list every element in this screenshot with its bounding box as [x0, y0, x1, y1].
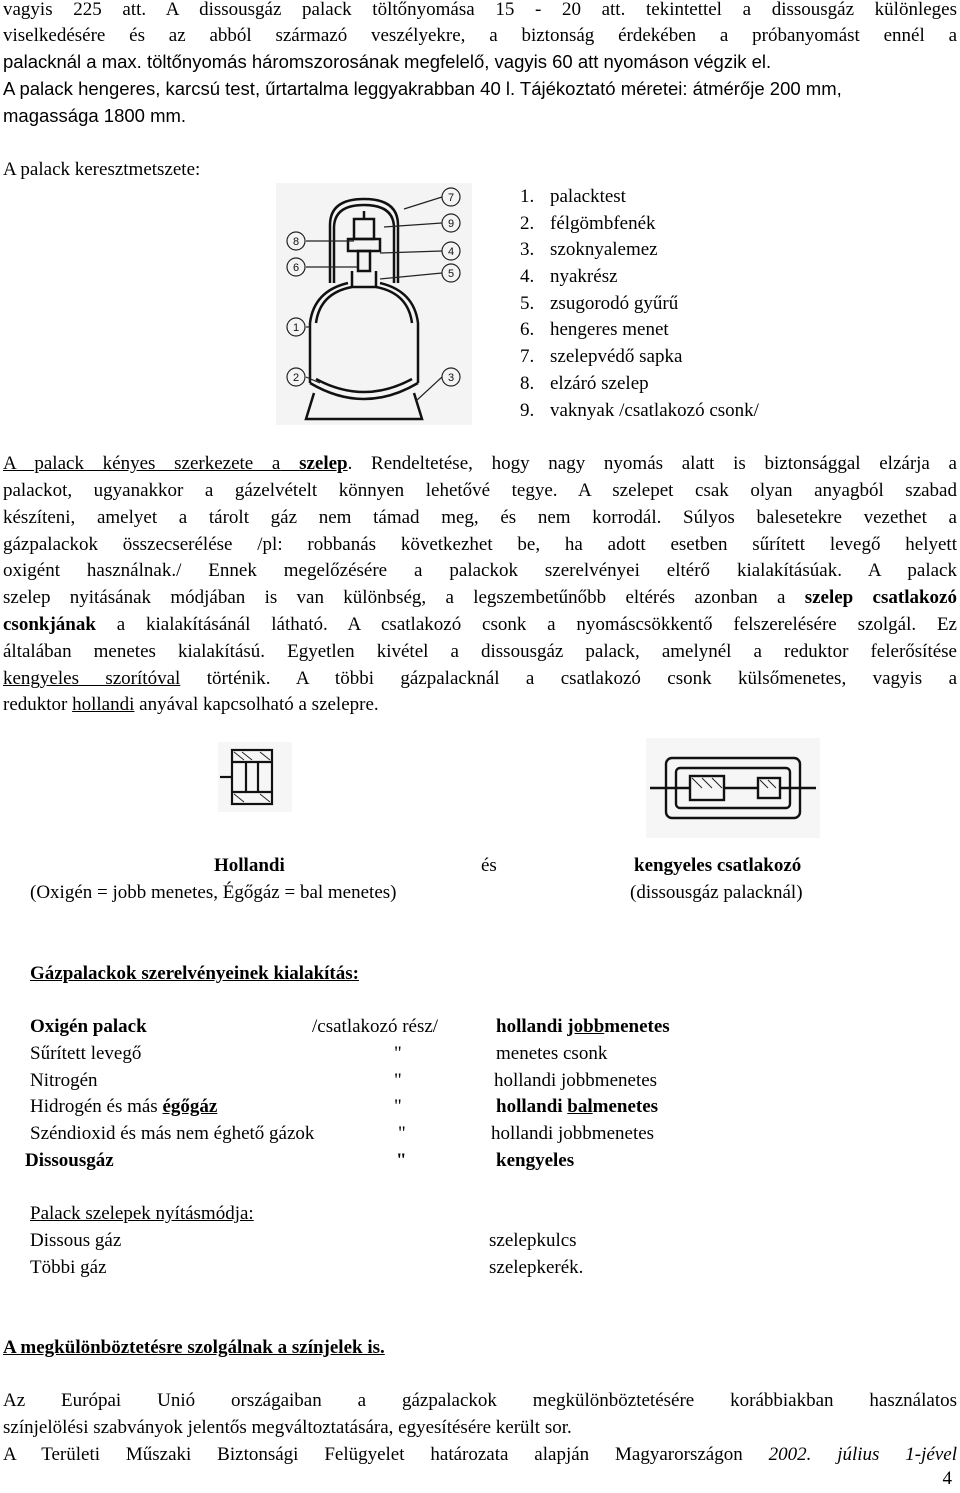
list-item: 2. félgömbfenék [520, 212, 656, 234]
opening-tool: szelepkulcs [489, 1230, 577, 1251]
diagram-label-5: 5 [447, 268, 455, 280]
fitting-gas: Dissousgáz [25, 1150, 114, 1171]
list-item: 6. hengeres menet [520, 319, 669, 341]
valve-paragraph-line-2: palackot, ugyanakkor a gázelvételt könnyen lehetővé tegye. A szelepet csak olyan anyagból szabad [3, 480, 957, 501]
eu-line-2: színjelölési szabványok jelentős megváltoztatására, egyesítésére került sor. [3, 1417, 572, 1438]
kengyeles-caption: kengyeles csatlakozó [634, 855, 802, 876]
valve-paragraph-line-7: csonkjának a kialakításánál látható. A csatlakozó csonk a nyomáscsökkentő felszerelésére szolgál. Ez [3, 614, 957, 635]
fitting-mid: " [394, 1043, 402, 1064]
hollandi-note: (Oxigén = jobb menetes, Égőgáz = bal menetes) [30, 882, 397, 903]
list-item: 9. vaknyak /csatlakozó csonk/ [520, 399, 759, 421]
intro-line-3: palacknál a max. töltőnyomás háromszorosának megfelelő, vagyis 60 att nyomáson végzik el. [3, 51, 772, 72]
opening-title: Palack szelepek nyításmódja: [30, 1203, 254, 1224]
diagram-label-3: 3 [447, 372, 455, 384]
valve-paragraph-line-9: kengyeles szorítóval történik. A többi gázpalacknál a csatlakozó csonk külsőmenetes, vagyis a [3, 668, 958, 689]
fittings-title: Gázpalackok szerelvényeinek kialakítás: [30, 963, 359, 984]
fitting-type: hollandi balmenetes [496, 1096, 659, 1117]
fitting-type: hollandi jobbmenetes [496, 1016, 670, 1037]
diagram-label-9: 9 [447, 218, 455, 230]
diagram-label-8: 8 [292, 236, 300, 248]
hollandi-caption: Hollandi [214, 855, 285, 876]
diagram-label-6: 6 [292, 262, 300, 274]
opening-tool: szelepkerék. [489, 1257, 584, 1278]
list-item: 4. nyakrész [520, 266, 618, 288]
fitting-gas: Sűrített levegő [30, 1043, 142, 1064]
fitting-gas: Oxigén palack [30, 1016, 147, 1037]
es-caption: és [481, 855, 497, 876]
fitting-gas: Hidrogén és más égőgáz [30, 1096, 218, 1117]
fitting-type: hollandi jobbmenetes [494, 1070, 658, 1091]
eu-line-1: Az Európai Unió országaiban a gázpalackok megkülönböztetésére korábbiakban használatos [3, 1390, 957, 1411]
diagram-label-1: 1 [292, 322, 300, 334]
fitting-gas: Széndioxid és más nem éghető gázok [30, 1123, 315, 1144]
fitting-type: kengyeles [496, 1150, 575, 1171]
fitting-mid: " [394, 1096, 402, 1117]
fitting-mid: /csatlakozó rész/ [312, 1016, 439, 1037]
valve-paragraph-line-3: készíteni, amelyet a tárolt gáz nem támad meg, és nem korrodál. Súlyos balesetekre vezethet a [3, 507, 957, 528]
parts-list [520, 184, 759, 424]
valve-paragraph-line-6: szelep nyitásának módjában is van különbség, a legszembetűnőbb eltérés azonban a szelep csatlakozó [3, 587, 957, 608]
kengyeles-fitting-diagram [646, 738, 820, 838]
intro-line-2: viselkedésére és az abból származó veszélyekre, a biztonság érdekében a próbanyomást ennél a [3, 25, 957, 46]
fitting-mid: " [398, 1123, 406, 1144]
diagram-label-2: 2 [292, 372, 300, 384]
opening-gas: Dissous gáz [30, 1230, 122, 1251]
list-item: 7. szelepvédő sapka [520, 346, 683, 368]
valve-paragraph-line-10: reduktor hollandi anyával kapcsolható a szelepre. [3, 694, 379, 715]
hollandi-fitting-diagram [218, 742, 292, 812]
list-item: 1. palacktest [520, 186, 626, 207]
valve-paragraph-line-1: A palack kényes szerkezete a szelep. Rendeltetése, hogy nagy nyomás alatt is biztonsággal elzárja a [3, 453, 957, 474]
intro-line-1: vagyis 225 att. A dissousgáz palack töltőnyomása 15 - 20 att. tekintettel a dissousgáz különleges [3, 0, 957, 20]
opening-gas: Többi gáz [30, 1257, 107, 1278]
list-item: 8. elzáró szelep [520, 372, 649, 394]
last-line: A Területi Műszaki Biztonsági Felügyelet határozata alapján Magyarországon 2002. július 1-jével [3, 1444, 957, 1465]
fitting-gas: Nitrogén [30, 1070, 98, 1091]
intro-line-4: A palack hengeres, karcsú test, űrtartalma leggyakrabban 40 l. Tájékoztató méretei: átmérője 200 mm, [3, 78, 842, 99]
diagram-label-4: 4 [447, 246, 455, 258]
list-item: 5. zsugorodó gyűrű [520, 292, 679, 314]
list-item: 3. szoknyalemez [520, 239, 658, 261]
valve-paragraph-line-8: általában menetes kialakítású. Egyetlen kivétel a dissousgáz palack, amelynél a reduktor felerősítése [3, 641, 957, 662]
cylinder-cross-section-diagram [276, 183, 472, 425]
valve-paragraph-line-5: oxigént használnak./ Ennek megelőzésére a palackok szerelvényei eltérő kialakításúak. A palack [3, 560, 957, 581]
intro-line-5: magassága 1800 mm. [3, 105, 187, 126]
fitting-mid: " [394, 1070, 402, 1091]
valve-paragraph-line-4: gázpalackok összecserélése /pl: robbanás következhet be, ha adott esetben sűrített levegő helyett [3, 534, 957, 555]
fitting-type: menetes csonk [496, 1043, 608, 1064]
fitting-mid: " [396, 1150, 407, 1171]
cross-section-title: A palack keresztmetszete: [3, 159, 201, 180]
kengyeles-note: (dissousgáz palacknál) [630, 882, 803, 903]
fitting-type: hollandi jobbmenetes [491, 1123, 655, 1144]
page-number: 4 [942, 1468, 952, 1489]
diagram-label-7: 7 [447, 192, 455, 204]
color-marks-title: A megkülönböztetésre szolgálnak a színjelek is. [3, 1337, 385, 1358]
